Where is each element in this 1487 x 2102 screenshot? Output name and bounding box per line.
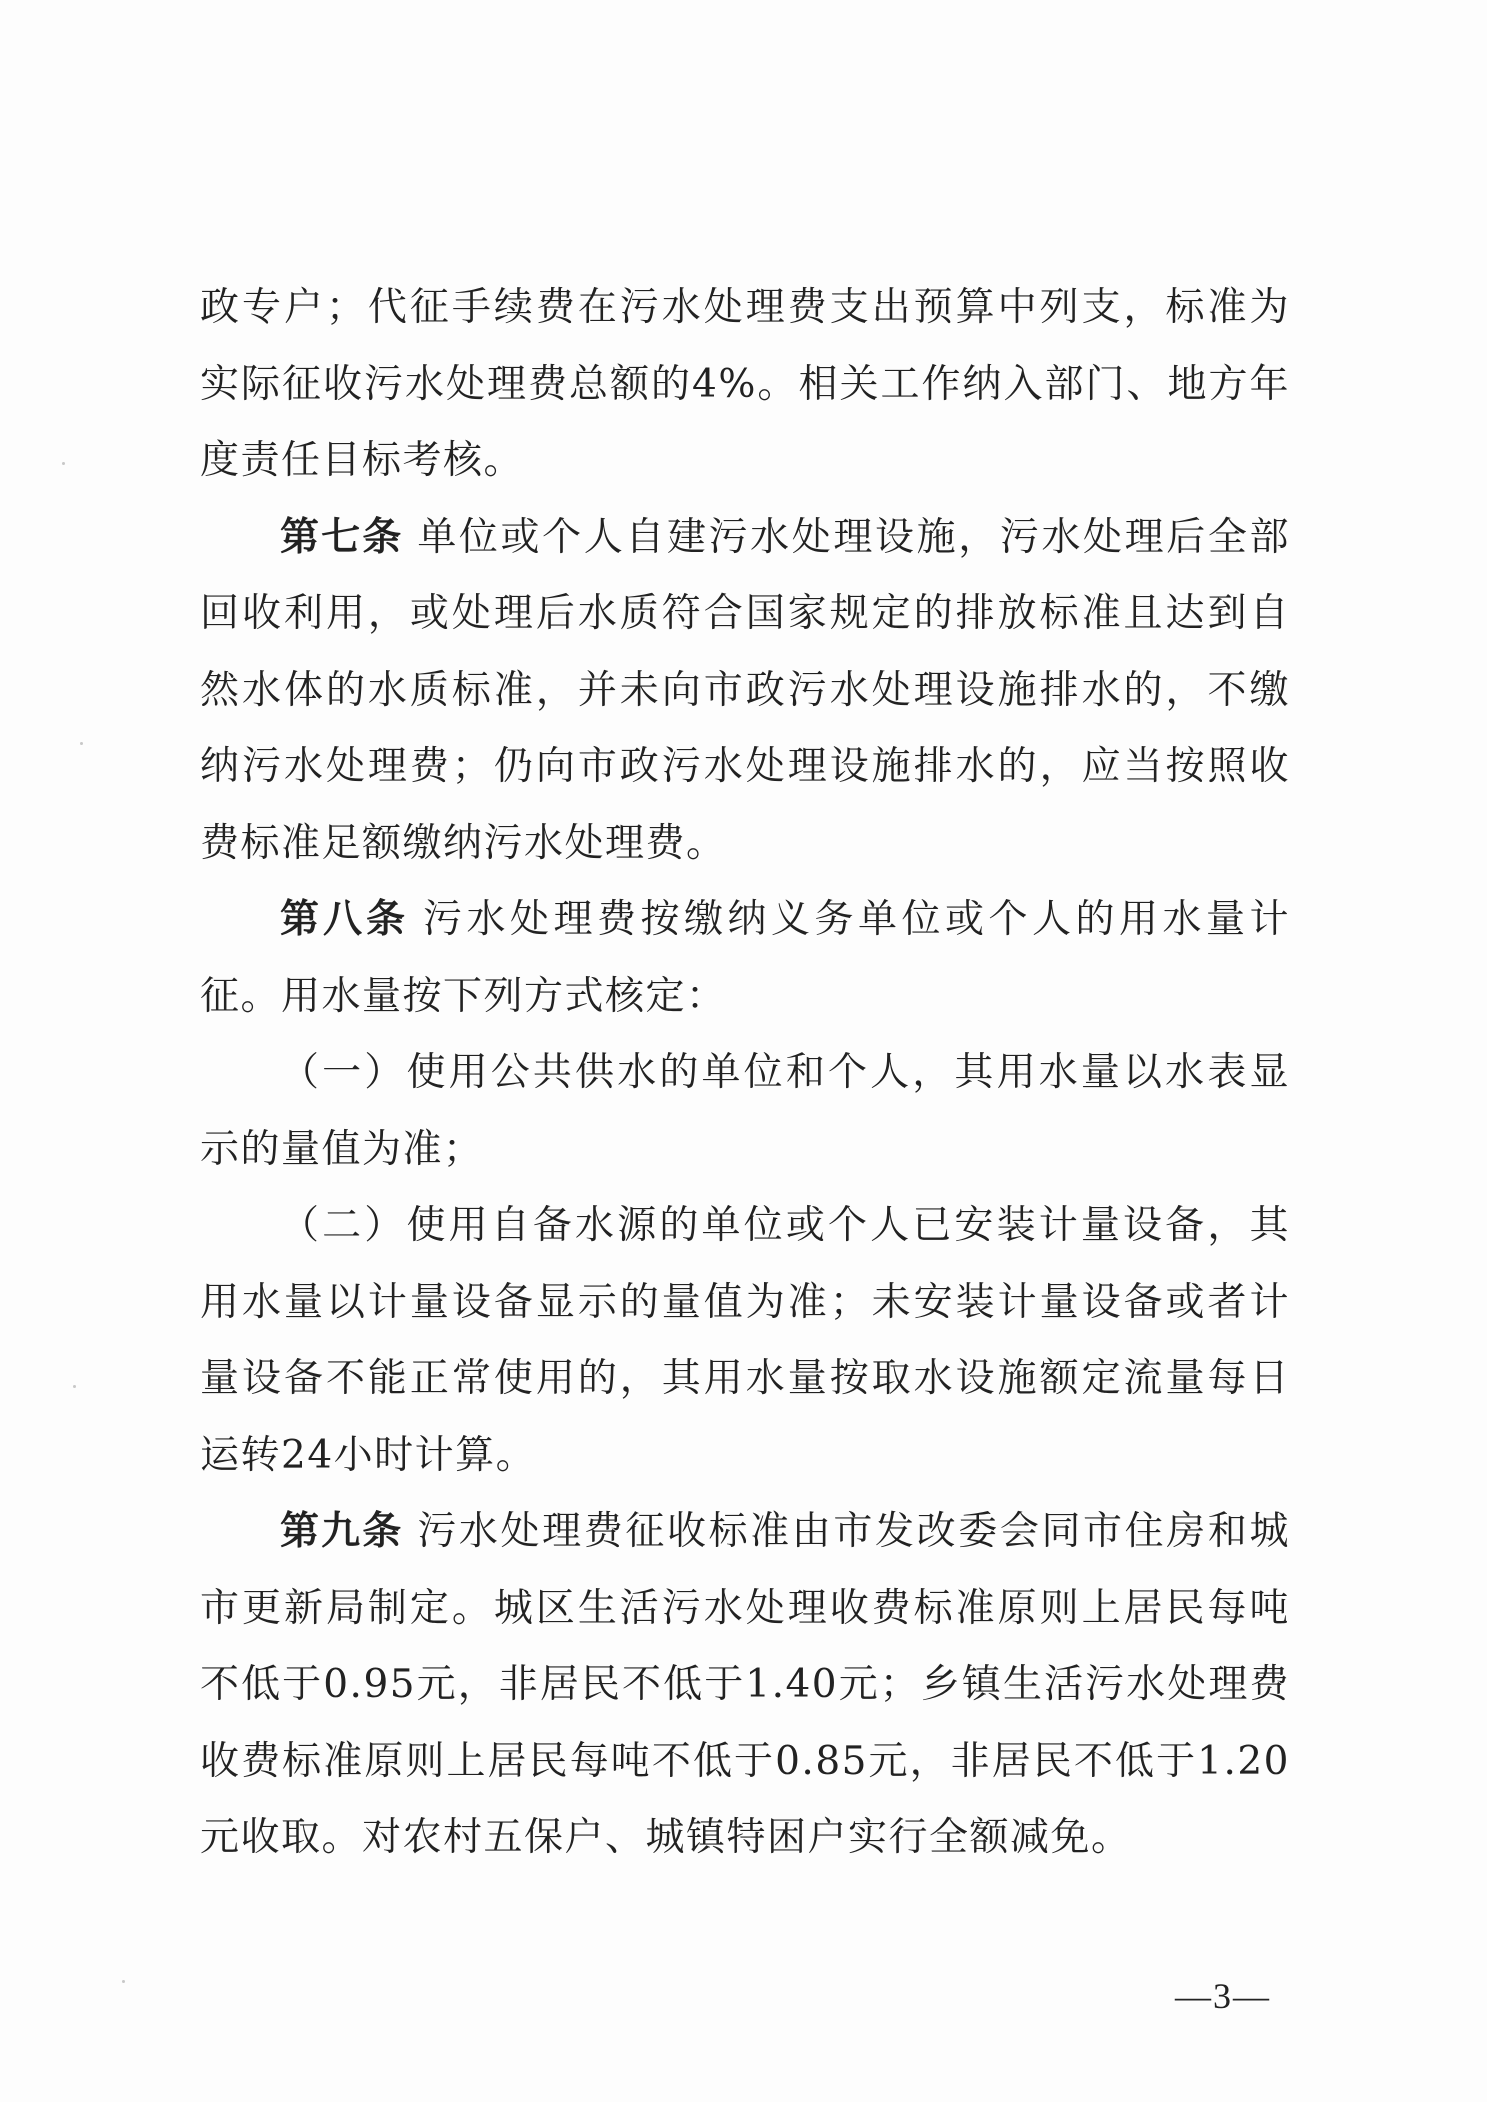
page-number: —3—	[1175, 1976, 1271, 2016]
article-7	[200, 500, 1290, 883]
paragraph-text: 单位或个人自建污水处理设施，污水处理后全部回收利用，或处理后水质符合国家规定的排放标准且达到自然水体的水质标准，并未向市政污水处理设施排水的，不缴纳污水处理费；仍向市政污水处理设施排水的，应当按照收费标准足额缴纳污水处理费。	[200, 514, 1290, 866]
scan-speck	[122, 1980, 125, 1983]
article-8-item-1	[200, 1035, 1290, 1188]
paragraph-text: 污水处理费按缴纳义务单位或个人的用水量计征。用水量按下列方式核定：	[200, 897, 1290, 1019]
article-8-item-2	[200, 1188, 1290, 1494]
paragraph-continuation	[200, 270, 1290, 500]
paragraph-text: （一）使用公共供水的单位和个人，其用水量以水表显示的量值为准；	[200, 1050, 1290, 1172]
document-body	[200, 270, 1290, 1877]
article-8	[200, 882, 1290, 1035]
scan-speck	[73, 1385, 76, 1388]
scan-speck	[80, 742, 83, 745]
paragraph-text: 污水处理费征收标准由市发改委会同市住房和城市更新局制定。城区生活污水处理收费标准原则上居民每吨不低于0.95元，非居民不低于1.40元；乡镇生活污水处理费收费标准原则上居民每吨不低于0.85元，非居民不低于1.20元收取。对农村五保户、城镇特困户实行全额减免。	[200, 1509, 1290, 1860]
article-label: 第八条	[280, 897, 409, 942]
paragraph-text: 政专户；代征手续费在污水处理费支出预算中列支，标准为实际征收污水处理费总额的4%。相关工作纳入部门、地方年度责任目标考核。	[200, 285, 1290, 483]
article-9	[200, 1494, 1290, 1877]
scan-speck	[62, 462, 65, 465]
article-label: 第九条	[280, 1509, 404, 1554]
paragraph-text: （二）使用自备水源的单位或个人已安装计量设备，其用水量以计量设备显示的量值为准；未安装计量设备或者计量设备不能正常使用的，其用水量按取水设施额定流量每日运转24小时计算。	[200, 1203, 1290, 1478]
article-label: 第七条	[280, 514, 404, 560]
